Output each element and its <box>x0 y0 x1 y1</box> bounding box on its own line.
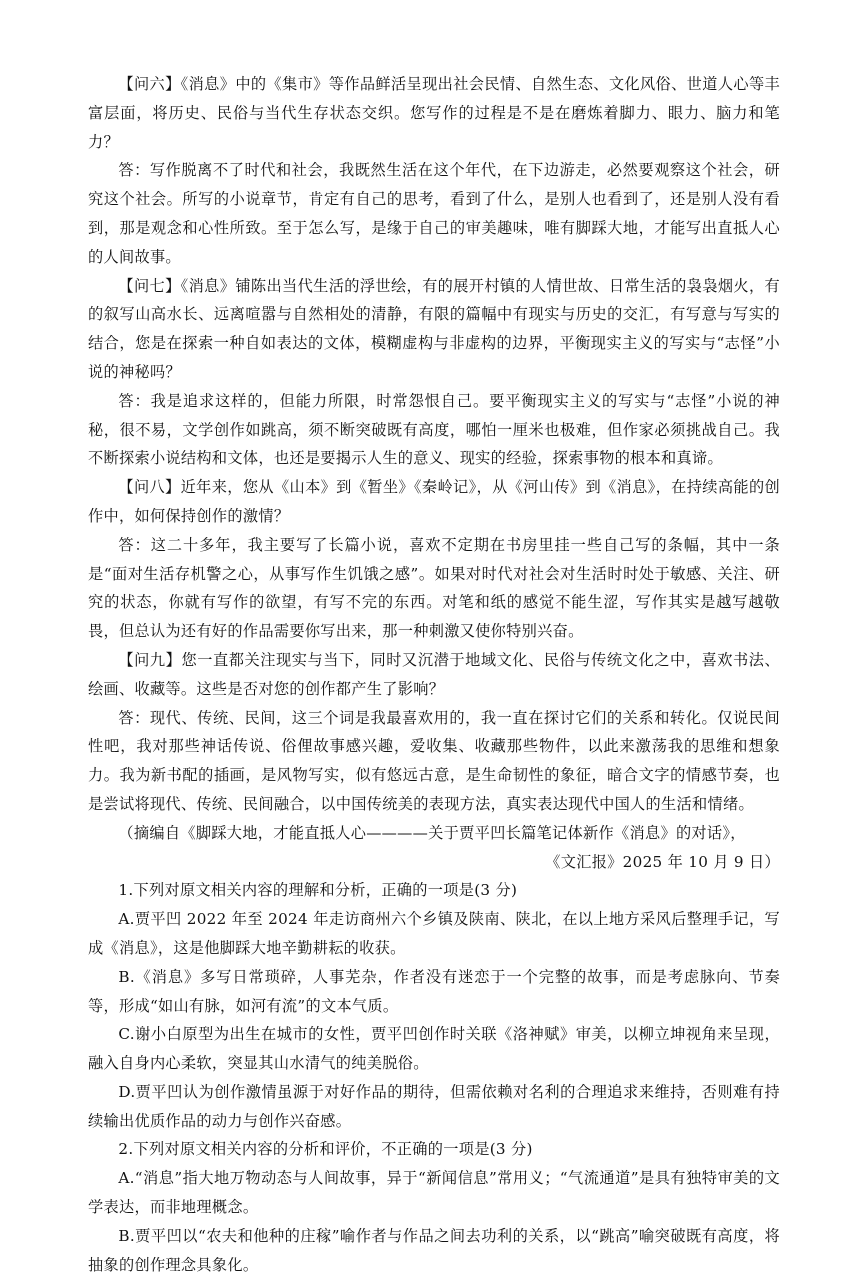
paragraph-text: 答：我是追求这样的，但能力所限，时常怨恨自己。要平衡现实主义的写实与“志怪”小说的神秘，很不易，文学创作如跳高，须不断突破既有高度，哪怕一厘米也极难，但作家必须挑战自己。我不断探索小说结构和文体，也还是要揭示人生的意义、现实的经验，探索事物的根本和真谛。 <box>88 391 780 468</box>
paragraph-text: 近年来，您从《山本》到《暂坐》《秦岭记》，从《河山传》到《消息》，在持续高能的创作中，如何保持创作的激情？ <box>88 478 781 525</box>
option-b: B.贾平凹以“农夫和他种的庄稼”喻作者与作品之间去功利的关系，以“跳高”喻突破既有高度，将抽象的创作理念具象化。 <box>88 1226 780 1274</box>
question-1 <box>88 876 780 1135</box>
paragraph-a9 <box>88 704 780 819</box>
question-tag: 【问六】 <box>118 75 181 93</box>
paragraph-q7 <box>88 272 780 387</box>
source-citation-line1: （摘编自《脚踩大地，才能直抵人心————关于贾平凹长篇笔记体新作《消息》的对话》， <box>118 823 746 842</box>
paragraph-a8 <box>88 531 780 646</box>
paragraph-q8 <box>88 473 780 531</box>
paragraph-text: 答：现代、传统、民间，这三个词是我最喜欢用的，我一直在探讨它们的关系和转化。仅说民间性吧，我对那些神话传说、俗俚故事感兴趣，爱收集、收藏那些物件，以此来激荡我的思维和想象力。我为新书配的插画，是风物写实，似有悠远古意，是生命韧性的象征，暗合文字的情感节奏，也是尝试将现代、传统、民间融合，以中国传统美的表现方法，真实表达现代中国人的生活和情绪。 <box>88 708 780 813</box>
question-title: 2.下列对原文相关内容的分析和评价，不正确的一项是(3 分) <box>118 1140 533 1159</box>
question-tag: 【问九】 <box>118 650 182 669</box>
paragraph-q9 <box>88 646 780 704</box>
document-page <box>88 70 780 1279</box>
option-a: A.贾平凹 2022 年至 2024 年走访商州六个乡镇及陕南、陕北，在以上地方采风后整理手记，写成《消息》，这是他脚踩大地辛勤耕耘的收获。 <box>88 910 780 957</box>
paragraph-a7 <box>88 387 780 473</box>
option-a: A.“消息”指大地万物动态与人间故事，异于“新闻信息”常用义；“气流通道”是具有独特审美的文学表达，而非地理概念。 <box>88 1169 780 1217</box>
paragraph-text: 答：这二十多年，我主要写了长篇小说，喜欢不定期在书房里挂一些自己写的条幅，其中一条是“面对生活存机警之心，从事写作生饥饿之感”。如果对时代对社会对生活时时处于敏感、关注、研究的状态，你就有写作的欲望，有写不完的东西。对笔和纸的感觉不能生涩，写作其实是越写越敬畏，但总认为还有好的作品需要你写出来，那一种刺激又使你特别兴奋。 <box>88 535 780 641</box>
question-2 <box>88 1135 780 1279</box>
paragraph-a6 <box>88 156 780 271</box>
paragraph-q6 <box>88 70 780 156</box>
question-tag: 【问八】 <box>118 478 181 497</box>
paragraph-text: 《消息》铺陈出当代生活的浮世绘，有的展开村镇的人情世故、日常生活的袅袅烟火，有的叙写山高水长、远离喧嚣与自然相处的清静，有限的篇幅中有现实与历史的交汇，有写意与写实的结合，您是在探索一种自如表达的文体，模糊虚构与非虚构的边界，平衡现实主义的写实与“志怪”小说的神秘吗？ <box>88 276 780 381</box>
question-tag: 【问七】 <box>118 276 181 295</box>
paragraph-text: 您一直都关注现实与当下，同时又沉潜于地域文化、民俗与传统文化之中，喜欢书法、绘画、收藏等。这些是否对您的创作都产生了影响？ <box>88 650 781 698</box>
option-c: C.谢小白原型为出生在城市的女性，贾平凹创作时关联《洛神赋》审美，以柳立坤视角来呈现，融入自身内心柔软，突显其山水清气的纯美脱俗。 <box>88 1025 780 1073</box>
question-title: 1.下列对原文相关内容的理解和分析，正确的一项是(3 分) <box>118 881 518 900</box>
option-b: B.《消息》多写日常琐碎，人事芜杂，作者没有迷恋于一个完整的故事，而是考虑脉向、节奏等，形成“如山有脉，如河有流”的文本气质。 <box>88 967 780 1015</box>
paragraph-text: 《消息》中的《集市》等作品鲜活呈现出社会民情、自然生态、文化风俗、世道人心等丰富层面，将历史、民俗与当代生存状态交织。您写作的过程是不是在磨炼着脚力、眼力、脑力和笔力？ <box>88 75 780 151</box>
option-d: D.贾平凹认为创作激情虽源于对好作品的期待，但需依赖对名利的合理追求来维持，否则难有持续输出优质作品的动力与创作兴奋感。 <box>88 1082 780 1130</box>
source-citation-line2: 《文汇报》2025 年 10 月 9 日） <box>545 852 780 871</box>
paragraph-text: 答：写作脱离不了时代和社会，我既然生活在这个年代，在下边游走，必然要观察这个社会，研究这个社会。所写的小说章节，肯定有自己的思考，看到了什么，是别人也看到了，还是别人没有看到，那是观念和心性所致。至于怎么写，是缘于自己的审美趣味，唯有脚踩大地，才能写出直抵人心的人间故事。 <box>88 161 780 266</box>
